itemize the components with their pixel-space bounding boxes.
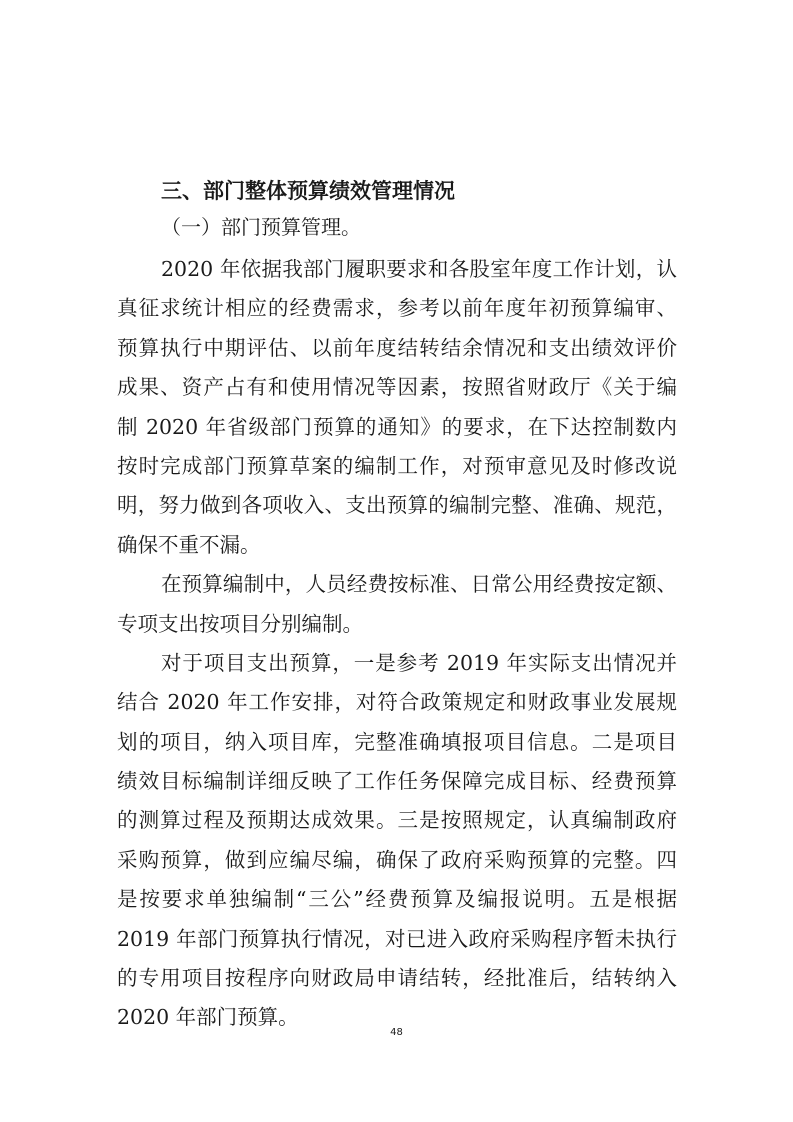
- text-line: 结合 2020 年工作安排，对符合政策规定和财政事业发展规: [117, 690, 677, 715]
- text-line: 是按要求单独编制“三公”经费预算及编报说明。五是根据: [117, 887, 677, 912]
- text-line: 的专用项目按程序向财政局申请结转，经批准后，结转纳入: [117, 966, 677, 991]
- text-line: 的测算过程及预期达成效果。三是按照规定，认真编制政府: [117, 808, 677, 833]
- text-line: 真征求统计相应的经费需求，参考以前年度年初预算编审、: [117, 296, 677, 321]
- text-line: 划的项目，纳入项目库，完整准确填报项目信息。二是项目: [117, 729, 677, 754]
- section-heading: 三、部门整体预算绩效管理情况: [161, 179, 455, 203]
- page-number: 48: [390, 1027, 403, 1038]
- text-line: 2019 年部门预算执行情况，对已进入政府采购程序暂未执行: [117, 926, 677, 951]
- text-line: 预算执行中期评估、以前年度结转结余情况和支出绩效评价: [117, 335, 677, 360]
- subsection-heading: （一）部门预算管理。: [161, 215, 361, 239]
- text-line: 对于项目支出预算，一是参考 2019 年实际支出情况并: [161, 650, 677, 675]
- text-line: 2020 年部门预算。: [117, 1005, 299, 1030]
- text-line: 确保不重不漏。: [117, 532, 261, 557]
- text-line: 制 2020 年省级部门预算的通知》的要求，在下达控制数内: [117, 414, 677, 439]
- text-line: 采购预算，做到应编尽编，确保了政府采购预算的完整。四: [117, 847, 677, 872]
- text-line: 专项支出按项目分别编制。: [117, 611, 363, 636]
- text-line: 成果、资产占有和使用情况等因素，按照省财政厅《关于编: [117, 375, 677, 400]
- text-line: 在预算编制中，人员经费按标准、日常公用经费按定额、: [161, 572, 677, 597]
- body-text: [117, 250, 677, 1038]
- text-line: 绩效目标编制详细反映了工作任务保障完成目标、经费预算: [117, 769, 677, 794]
- text-line: 2020 年依据我部门履职要求和各股室年度工作计划，认: [161, 257, 677, 281]
- text-line: 明，努力做到各项收入、支出预算的编制完整、准确、规范，: [117, 493, 677, 518]
- text-line: 按时完成部门预算草案的编制工作，对预审意见及时修改说: [117, 453, 677, 478]
